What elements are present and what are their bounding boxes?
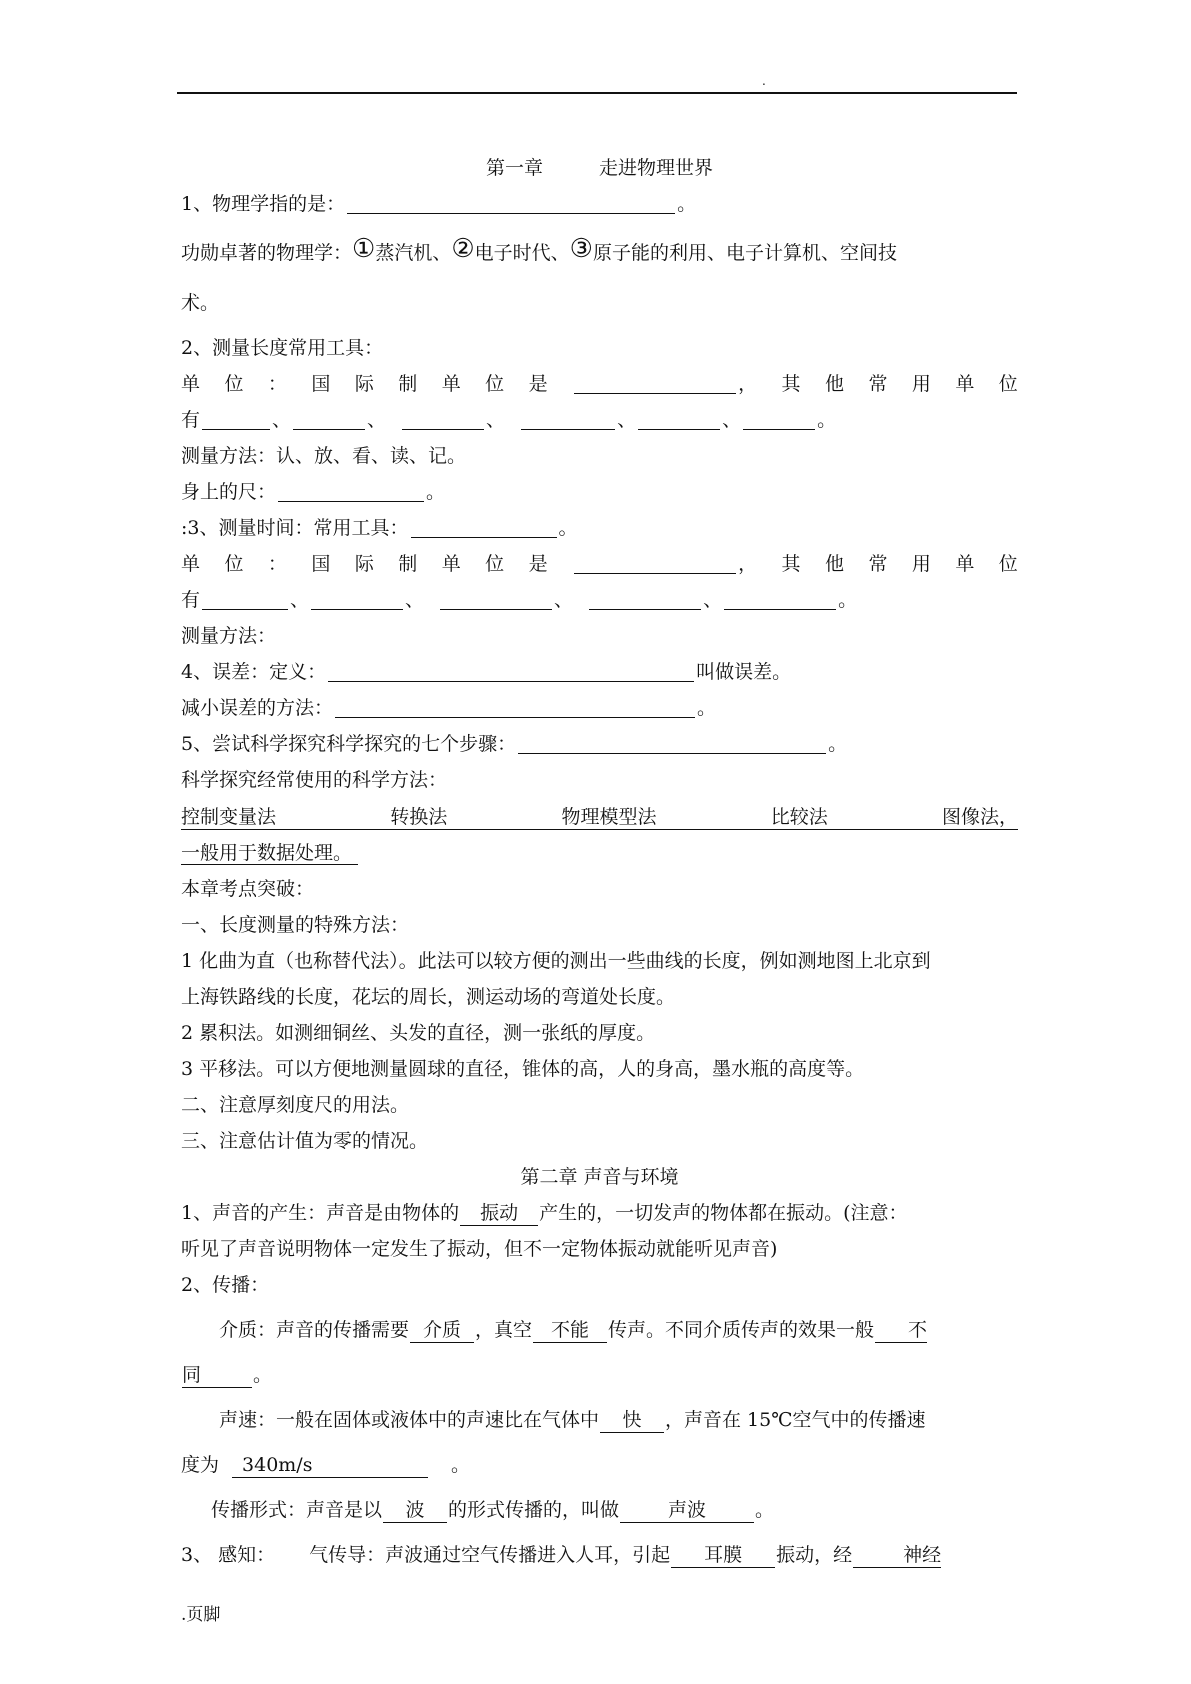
method-item: 物理模型法 — [561, 806, 657, 828]
methods-list — [181, 802, 1018, 830]
s3-text-c: 振动，经 — [776, 1544, 853, 1566]
you-char: 有 — [181, 409, 201, 431]
si-unit-blank[interactable] — [574, 371, 736, 394]
form-text-a: 传播形式：声音是以 — [211, 1499, 383, 1521]
dun: 、 — [554, 589, 574, 611]
s1-line — [181, 1195, 1018, 1231]
contrib-prefix: 功勋卓著的物理学： — [181, 242, 353, 264]
kp3: 三、注意估计值为零的情况。 — [181, 1130, 429, 1152]
char: 制 — [398, 553, 418, 575]
s1-text-a: 1、声音的产生：声音是由物体的 — [181, 1202, 460, 1224]
s2-title: 2、传播： — [181, 1274, 270, 1296]
unit-blank-4[interactable] — [521, 407, 615, 430]
contrib-1: 蒸汽机、 — [375, 242, 452, 264]
header-rule — [177, 92, 1017, 94]
speed-text-a: 声速：一般在固体或液体中的声速比在气体中 — [219, 1409, 600, 1431]
si-time-blank[interactable] — [574, 551, 736, 574]
diff-fill: 不 — [875, 1318, 927, 1343]
methods-cont: 一般用于数据处理。 — [181, 842, 358, 865]
you-char: 有 — [181, 589, 201, 611]
s1-line-cont: 听见了声音说明物体一定发生了振动，但不一定物体振动就能听见声音) — [181, 1238, 778, 1260]
char: 单 — [441, 553, 461, 575]
unit-blank-6[interactable] — [743, 407, 815, 430]
footer-text: .页脚 — [181, 1605, 221, 1625]
chapter-1-title — [181, 150, 1018, 186]
s1-fill: 振动 — [460, 1201, 538, 1226]
medium-line-cont — [181, 1357, 1018, 1393]
char: 单 — [181, 553, 201, 575]
period: 。 — [828, 733, 848, 755]
period: 。 — [817, 409, 837, 431]
contrib-cont: 术。 — [181, 292, 220, 314]
chapter-2-title: 第二章 声音与环境 — [520, 1166, 679, 1188]
char: 单 — [955, 553, 975, 575]
speed-text-c: 度为 — [181, 1454, 220, 1476]
medium-text-b: ，真空 — [475, 1319, 533, 1341]
char: 他 — [824, 373, 844, 395]
speed-line-cont — [181, 1447, 1018, 1483]
nerve-fill: 神经 — [853, 1543, 941, 1568]
sound-wave-fill: 声波 — [620, 1498, 754, 1523]
eardrum-fill: 耳膜 — [671, 1543, 775, 1568]
comma: ， — [738, 553, 758, 575]
char: 际 — [354, 373, 374, 395]
speed-value-fill: 340m/s — [232, 1453, 428, 1478]
q4-suffix: 叫做误差。 — [696, 661, 792, 683]
body-ruler-label: 身上的尺： — [181, 481, 277, 503]
time-unit-blank-1[interactable] — [202, 587, 288, 610]
char: 他 — [824, 553, 844, 575]
q5-label: 5、尝试科学探究科学探究的七个步骤： — [181, 733, 517, 755]
method-item: 图像法， — [941, 806, 1018, 828]
medium-text-c: 传声。不同介质传声的效果一般 — [608, 1319, 875, 1341]
time-tool-blank[interactable] — [411, 515, 557, 538]
q3-label: :3、测量时间：常用工具： — [181, 517, 409, 539]
kp1-item-2: 2 累积法。如测细铜丝、头发的直径，测一张纸的厚度。 — [181, 1022, 656, 1044]
s1-text-b: 产生的，一切发声的物体都在振动。(注意： — [539, 1202, 908, 1224]
error-definition-blank[interactable] — [328, 659, 694, 682]
unit-blank-1[interactable] — [202, 407, 270, 430]
body-ruler-blank[interactable] — [278, 479, 424, 502]
dun: 、 — [290, 589, 310, 611]
char: 其 — [781, 373, 801, 395]
char: 位 — [998, 553, 1018, 575]
char: 国 — [311, 373, 331, 395]
body-ruler-line — [181, 474, 1018, 510]
seven-steps-blank[interactable] — [518, 731, 826, 754]
char: 是 — [528, 553, 548, 575]
q2-unit-line — [181, 366, 1018, 402]
q3-line — [181, 510, 1018, 546]
char: 位 — [224, 373, 244, 395]
measure-method-2: 测量方法： — [181, 625, 277, 647]
q1-label: 1、物理学指的是： — [181, 193, 346, 215]
char: 位 — [224, 553, 244, 575]
diff-fill-cont: 同 — [182, 1363, 252, 1388]
char: 位 — [485, 373, 505, 395]
q2-label: 2、测量长度常用工具： — [181, 337, 384, 359]
s3-text-a: 3、 感知： — [181, 1544, 276, 1566]
vacuum-fill: 不能 — [533, 1318, 607, 1343]
char: 位 — [998, 373, 1018, 395]
method-item: 转换法 — [390, 806, 448, 828]
period: 。 — [838, 589, 858, 611]
dun: 、 — [617, 409, 637, 431]
chapter-1-number: 第一章 — [485, 157, 543, 179]
dun: 、 — [405, 589, 425, 611]
q3-unit-line — [181, 546, 1018, 582]
method-item: 控制变量法 — [181, 806, 277, 828]
document-body — [181, 150, 1018, 1573]
wave-fill: 波 — [383, 1498, 447, 1523]
measure-method: 测量方法：认、放、看、读、记。 — [181, 445, 467, 467]
medium-line — [181, 1303, 1018, 1357]
header-dot: . — [762, 74, 766, 88]
q5-line — [181, 726, 1018, 762]
char: 其 — [781, 553, 801, 575]
unit-blank-2[interactable] — [293, 407, 365, 430]
period: 。 — [253, 1364, 273, 1386]
contrib-line — [181, 222, 1018, 276]
comma: ， — [738, 373, 758, 395]
time-unit-blank-5[interactable] — [724, 587, 836, 610]
period: 。 — [426, 481, 446, 503]
chapter-1-name: 走进物理世界 — [599, 157, 714, 179]
methods-cont-line — [181, 835, 1018, 871]
reduce-error-line — [181, 690, 1018, 726]
char: 是 — [528, 373, 548, 395]
form-line — [181, 1483, 1018, 1537]
circled-one: ① — [352, 234, 376, 264]
q4-line — [181, 654, 1018, 690]
medium-fill: 介质 — [410, 1318, 474, 1343]
speed-line — [181, 1393, 1018, 1447]
unit-blank-5[interactable] — [638, 407, 720, 430]
char: 用 — [911, 373, 931, 395]
kp1-title: 一、长度测量的特殊方法： — [181, 914, 410, 936]
circled-three: ③ — [569, 234, 593, 264]
kp1-item-1b: 上海铁路线的长度，花坛的周长，测运动场的弯道处长度。 — [181, 986, 676, 1008]
key-points-title: 本章考点突破： — [181, 878, 315, 900]
s3-line — [181, 1537, 1018, 1573]
s3-text-b: 气传导：声波通过空气传播进入人耳，引起 — [309, 1544, 671, 1566]
dun: 、 — [703, 589, 723, 611]
dun: 、 — [486, 409, 506, 431]
dun: 、 — [367, 409, 387, 431]
medium-text-a: 介质：声音的传播需要 — [219, 1319, 410, 1341]
circled-two: ② — [451, 234, 475, 264]
form-text-b: 的形式传播的，叫做 — [448, 1499, 620, 1521]
unit-blank-3[interactable] — [402, 407, 484, 430]
kp1-item-3: 3 平移法。可以方便地测量圆球的直径，锥体的高，人的身高，墨水瓶的高度等。 — [181, 1058, 865, 1080]
q4-label: 4、误差：定义： — [181, 661, 327, 683]
period: 。 — [677, 193, 697, 215]
char: 单 — [955, 373, 975, 395]
kp1-item-1a: 1 化曲为直（也称替代法）。此法可以较方便的测出一些曲线的长度，例如测地图上北京到 — [181, 950, 931, 972]
period: 。 — [451, 1454, 471, 1476]
methods-title: 科学探究经常使用的科学方法： — [181, 769, 448, 791]
contrib-3: 原子能的利用、电子计算机、空间技 — [592, 242, 897, 264]
method-item: 比较法 — [770, 806, 828, 828]
period: 。 — [755, 1499, 775, 1521]
q1-blank[interactable] — [347, 191, 675, 214]
char: ： — [267, 373, 287, 395]
kp2: 二、注意厚刻度尺的用法。 — [181, 1094, 410, 1116]
char: ： — [267, 553, 287, 575]
reduce-error-label: 减小误差的方法： — [181, 697, 334, 719]
period: 。 — [558, 517, 578, 539]
q1-line — [181, 186, 1018, 222]
q2-other-units — [181, 402, 1018, 438]
char: 常 — [868, 373, 888, 395]
speed-fill: 快 — [600, 1408, 664, 1433]
dun: 、 — [722, 409, 742, 431]
char: 单 — [441, 373, 461, 395]
char: 位 — [485, 553, 505, 575]
char: 际 — [354, 553, 374, 575]
time-unit-blank-2[interactable] — [311, 587, 403, 610]
time-unit-blank-3[interactable] — [440, 587, 552, 610]
reduce-error-blank[interactable] — [335, 695, 695, 718]
char: 用 — [911, 553, 931, 575]
contrib-2: 电子时代、 — [474, 242, 570, 264]
dun: 、 — [272, 409, 292, 431]
char: 单 — [181, 373, 201, 395]
period: 。 — [697, 697, 717, 719]
speed-text-b: ，声音在 15℃空气中的传播速 — [665, 1409, 926, 1431]
q3-other-units — [181, 582, 1018, 618]
char: 制 — [398, 373, 418, 395]
char: 常 — [868, 553, 888, 575]
time-unit-blank-4[interactable] — [589, 587, 701, 610]
char: 国 — [311, 553, 331, 575]
